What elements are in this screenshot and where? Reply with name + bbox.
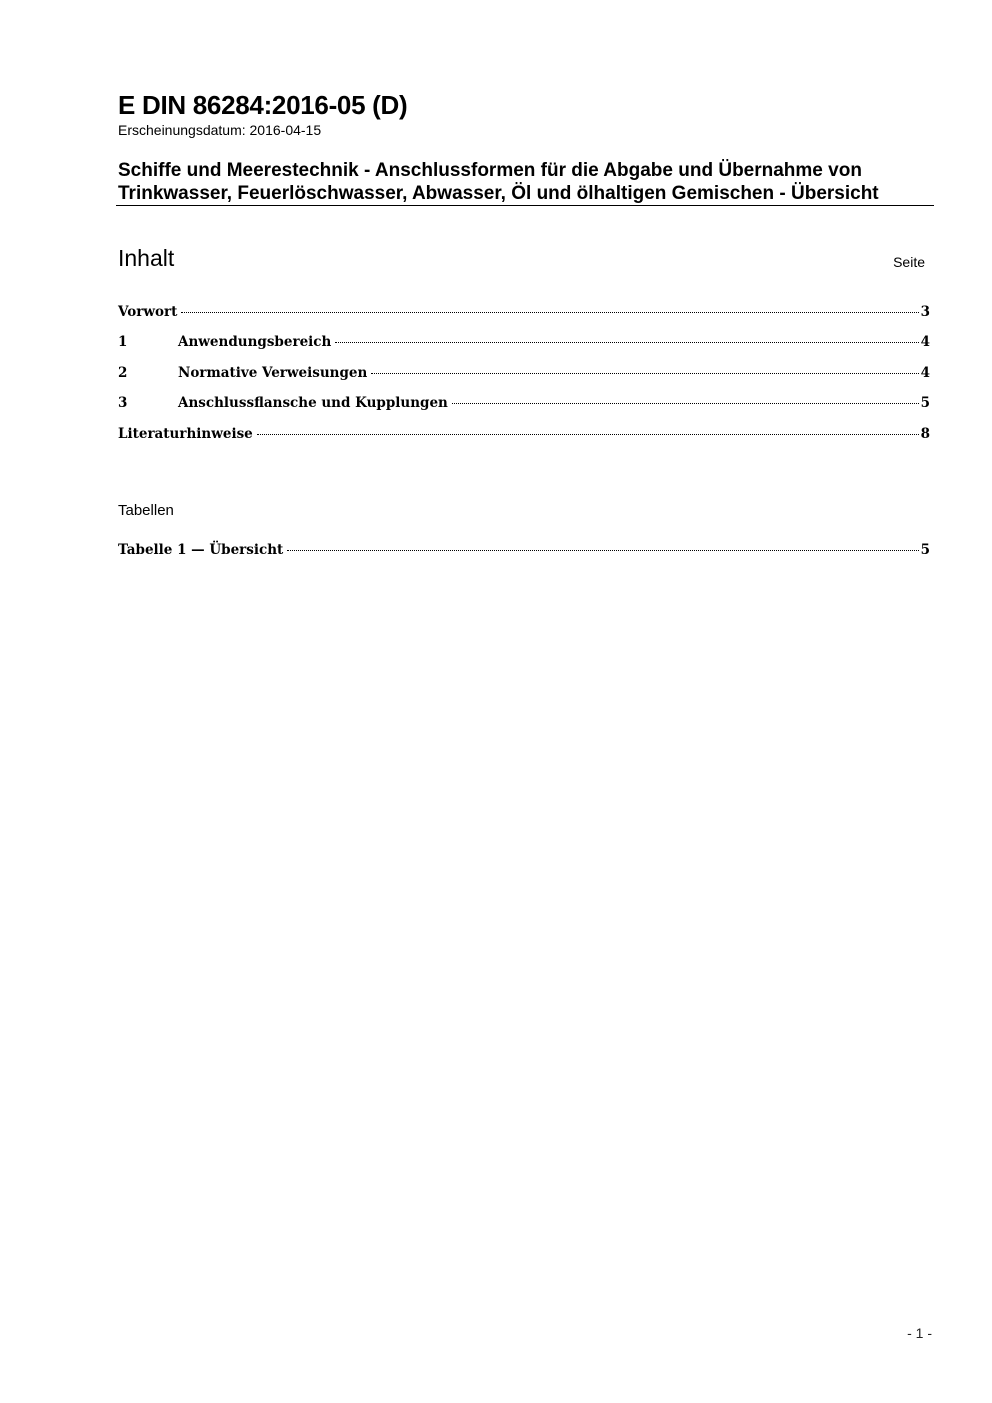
toc-entry-text: Anwendungsbereich	[178, 334, 332, 350]
page-number: - 1 -	[907, 1325, 932, 1341]
toc-entry-number: 1	[118, 334, 128, 350]
toc-dot-leader	[181, 312, 918, 313]
toc-entry-normative-verweisungen[interactable]	[118, 363, 930, 383]
document-id: E DIN 86284:2016-05 (D)	[118, 90, 408, 120]
publication-date: Erscheinungsdatum: 2016-04-15	[118, 122, 322, 138]
toc-dot-leader	[287, 550, 918, 551]
toc-entry-number: 2	[118, 365, 128, 381]
toc-entry-text: Anschlussflansche und Kupplungen	[178, 395, 448, 411]
toc-entry-text: Tabelle 1 — Übersicht	[118, 542, 284, 558]
toc-entry-tabelle-1[interactable]	[118, 540, 930, 560]
toc-entry-page: 3	[920, 304, 930, 320]
toc-dot-leader	[335, 342, 918, 343]
toc-entry-anwendungsbereich[interactable]	[118, 332, 930, 352]
toc-heading: Inhalt	[118, 245, 175, 271]
toc-entry-text: Vorwort	[118, 304, 178, 320]
toc-entry-page: 8	[920, 426, 930, 442]
toc-dot-leader	[257, 434, 919, 435]
toc-entry-text: Normative Verweisungen	[178, 365, 368, 381]
title-divider	[116, 205, 934, 206]
toc-dot-leader	[452, 403, 919, 404]
document-title-line-1: Schiffe und Meerestechnik - Anschlussformen für die Abgabe und Übernahme von	[118, 160, 862, 181]
toc-entry-literaturhinweise[interactable]	[118, 424, 930, 444]
page-column-label: Seite	[893, 254, 925, 270]
toc-entry-page: 4	[920, 334, 930, 350]
document-title	[118, 159, 938, 205]
toc-entry-page: 5	[920, 542, 930, 558]
toc-entry-number: 3	[118, 395, 128, 411]
document-title-line-2: Trinkwasser, Feuerlöschwasser, Abwasser, Öl und ölhaltigen Gemischen - Übersicht	[118, 183, 879, 204]
toc-entry-vorwort[interactable]	[118, 302, 930, 322]
toc-entry-text: Literaturhinweise	[118, 426, 253, 442]
toc-entry-page: 4	[920, 365, 930, 381]
toc-dot-leader	[371, 373, 918, 374]
toc-entry-anschlussflansche[interactable]	[118, 393, 930, 413]
toc-entry-page: 5	[920, 395, 930, 411]
tables-heading: Tabellen	[118, 502, 174, 519]
